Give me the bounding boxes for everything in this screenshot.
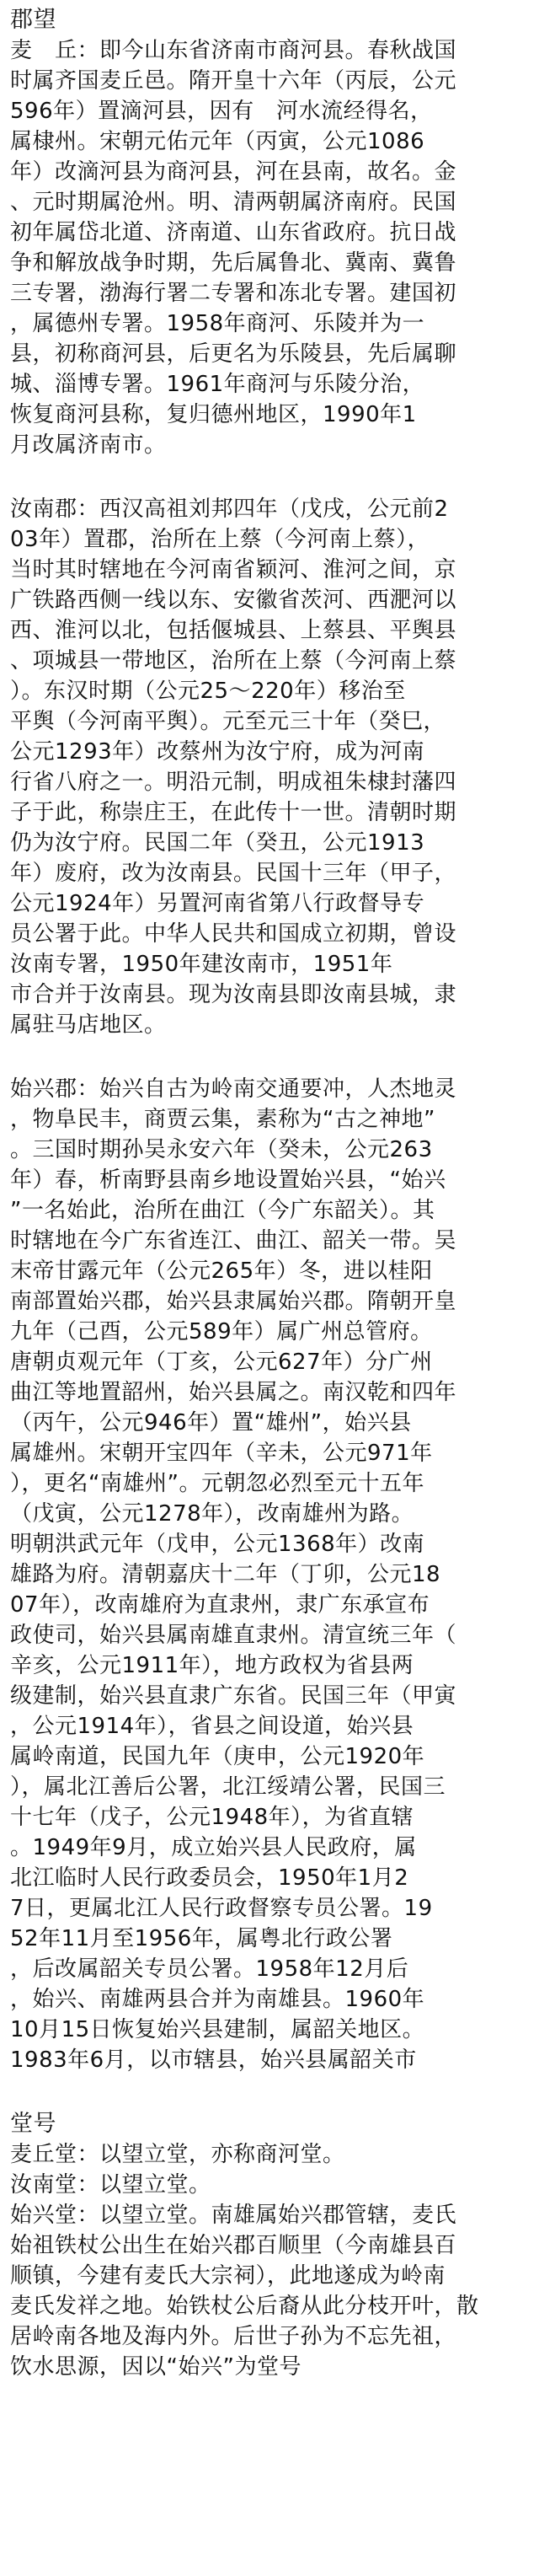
text-line: 汝南郡：西汉高祖刘邦四年（戊戌，公元前2 (10, 496, 449, 522)
text-line: 汝南专署，1950年建汝南市，1951年 (10, 952, 393, 977)
text-line: 月改属济南市。 (10, 432, 167, 458)
section-heading: 郡望 (10, 7, 56, 33)
text-section (10, 2109, 529, 2382)
text-line: 子于此，称崇庄王，在此传十一世。清朝时期 (10, 800, 457, 825)
text-line: ，公元1914年），省县之间设道，始兴县 (10, 1714, 414, 1739)
text-line: 公元1293年）改蔡州为汝宁府，成为河南 (10, 739, 425, 765)
text-line: 城、淄博专署。1961年商河与乐陵分治， (10, 372, 425, 397)
text-line: 行省八府之一。明沿元制，明成祖朱棣封藩四 (10, 770, 457, 795)
text-line: ），更名“南雄州”。元朝忽必烈至元十五年 (10, 1471, 424, 1496)
text-line: 52年11月至1956年，属粤北行政公署 (10, 1926, 393, 1951)
section-gap (10, 1040, 529, 1074)
text-line: 争和解放战争时期，先后属鲁北、冀南、冀鲁 (10, 250, 457, 276)
text-line: 、项城县一带地区，治所在上蔡（今河南上蔡 (10, 648, 457, 674)
text-line: 年）春，析南野县南乡地设置始兴县，“始兴 (10, 1167, 446, 1193)
text-line: 西、淮河以北，包括偃城县、上蔡县、平舆县 (10, 618, 457, 643)
section-gap (10, 2075, 529, 2109)
text-line: 、元时期属沧州。明、清两朝属济南府。民国 (10, 190, 457, 215)
text-line: 明朝洪武元年（戊申，公元1368年）改南 (10, 1532, 425, 1557)
text-line: 南部置始兴郡，始兴县隶属始兴郡。隋朝开皇 (10, 1289, 457, 1314)
text-line: 雄路为府。清朝嘉庆十二年（丁卯，公元18 (10, 1562, 441, 1587)
text-line: 居岭南各地及海内外。后世子孙为不忘先祖， (10, 2324, 457, 2349)
text-section (10, 5, 529, 460)
text-line: 三专署，渤海行署二专署和冻北专署。建国初 (10, 281, 457, 306)
text-section (10, 1074, 529, 2075)
text-line: 平舆（今河南平舆）。元至元三十年（癸巳， (10, 709, 446, 734)
section-gap (10, 460, 529, 494)
text-line: ，属德州专署。1958年商河、乐陵并为一 (10, 311, 425, 336)
text-line: 属棣州。宋朝元佑元年（丙寅，公元1086 (10, 129, 425, 154)
text-line: 政使司，始兴县属南雄直隶州。清宣统三年（ (10, 1623, 457, 1648)
text-line: 始兴郡：始兴自古为岭南交通要冲，人杰地灵 (10, 1076, 457, 1102)
text-line: 仍为汝宁府。民国二年（癸丑，公元1913 (10, 830, 425, 856)
text-line: 年）废府，改为汝南县。民国十三年（甲子， (10, 861, 457, 886)
text-line: 属岭南道，民国九年（庚申，公元1920年 (10, 1744, 425, 1769)
text-line: 麦氏发祥之地。始铁杖公后裔从此分枝开叶，散 (10, 2294, 479, 2319)
text-line: 级建制，始兴县直隶广东省。民国三年（甲寅 (10, 1683, 457, 1709)
section-heading: 堂号 (10, 2111, 56, 2137)
text-line: 属雄州。宋朝开宝四年（辛未，公元971年 (10, 1441, 433, 1466)
text-line: 麦 丘：即今山东省济南市商河县。春秋战国 (10, 38, 457, 63)
text-line: 县，初称商河县，后更名为乐陵县，先后属聊 (10, 341, 457, 367)
text-line: （丙午，公元946年）置“雄州”，始兴县 (10, 1410, 412, 1436)
text-line: 始祖铁杖公出生在始兴郡百顺里（今南雄县百 (10, 2233, 457, 2258)
text-line: 麦丘堂：以望立堂，亦称商河堂。 (10, 2142, 345, 2167)
text-line: 1983年6月，以市辖县，始兴县属韶关市 (10, 2047, 417, 2073)
text-line: 末帝甘露元年（公元265年）冬，进以桂阳 (10, 1258, 433, 1284)
text-line: 时辖地在今广东省连江、曲江、韶关一带。吴 (10, 1228, 457, 1253)
text-line: 汝南堂：以望立堂。 (10, 2172, 211, 2198)
text-line: 曲江等地置韶州，始兴县属之。南汉乾和四年 (10, 1380, 457, 1405)
text-line: 初年属岱北道、济南道、山东省政府。抗日战 (10, 220, 457, 245)
text-line: 03年）置郡，治所在上蔡（今河南上蔡）， (10, 527, 430, 552)
text-line: 年）改滴河县为商河县，河在县南，故名。金 (10, 159, 457, 185)
text-line: 顺镇，今建有麦氏大宗祠），此地遂成为岭南 (10, 2263, 446, 2289)
text-line: 10月15日恢复始兴县建制，属韶关地区。 (10, 2017, 425, 2042)
text-line: ，后改属韶关专员公署。1958年12月后 (10, 1956, 409, 1982)
text-line: 时属齐国麦丘邑。隋开皇十六年（丙辰，公元 (10, 68, 457, 94)
text-line: 辛亥，公元1911年），地方政权为省县两 (10, 1653, 414, 1678)
text-line: 当时其时辖地在今河南省颖河、淮河之间，京 (10, 557, 457, 582)
text-line: ，始兴、南雄两县合并为南雄县。1960年 (10, 1987, 425, 2012)
text-line: ，物阜民丰，商贾云集，素称为“古之神地” (10, 1107, 435, 1132)
text-line: 十七年（戊子，公元1948年），为省直辖 (10, 1805, 414, 1830)
text-line: 广铁路西侧一线以东、安徽省茨河、西淝河以 (10, 588, 457, 613)
text-line: 恢复商河县称，复归德州地区，1990年1 (10, 402, 417, 427)
text-line: 始兴堂：以望立堂。南雄属始兴郡管辖，麦氏 (10, 2203, 457, 2228)
text-line: ”一名始此，治所在曲江（今广东韶关）。其 (10, 1198, 435, 1223)
text-line: ），属北江善后公署，北江绥靖公署，民国三 (10, 1774, 446, 1800)
text-section (10, 494, 529, 1040)
text-line: 596年）置滴河县，因有 河水流经得名， (10, 99, 433, 124)
text-line: 7日，更属北江人民行政督察专员公署。19 (10, 1896, 433, 1921)
text-line: 07年），改南雄府为直隶州，隶广东承宣布 (10, 1592, 430, 1618)
text-line: ）。东汉时期（公元25～220年）移治至 (10, 679, 406, 704)
text-line: 属驻马店地区。 (10, 1012, 167, 1038)
text-line: 公元1924年）另置河南省第八行政督导专 (10, 891, 425, 916)
text-line: 唐朝贞观元年（丁亥，公元627年）分广州 (10, 1350, 433, 1375)
text-line: 。1949年9月，成立始兴县人民政府，属 (10, 1835, 417, 1860)
text-line: 员公署于此。中华人民共和国成立初期，曾设 (10, 921, 457, 947)
text-line: 九年（己酉，公元589年）属广州总管府。 (10, 1319, 433, 1344)
text-line: 北江临时人民行政委员会，1950年1月2 (10, 1865, 409, 1891)
text-line: 。三国时期孙吴永安六年（癸未，公元263 (10, 1137, 433, 1162)
text-line: 市合并于汝南县。现为汝南县即汝南县城，隶 (10, 982, 457, 1007)
text-line: （戊寅，公元1278年），改南雄州为路。 (10, 1501, 414, 1527)
text-line: 饮水思源，因以“始兴”为堂号 (10, 2354, 302, 2380)
